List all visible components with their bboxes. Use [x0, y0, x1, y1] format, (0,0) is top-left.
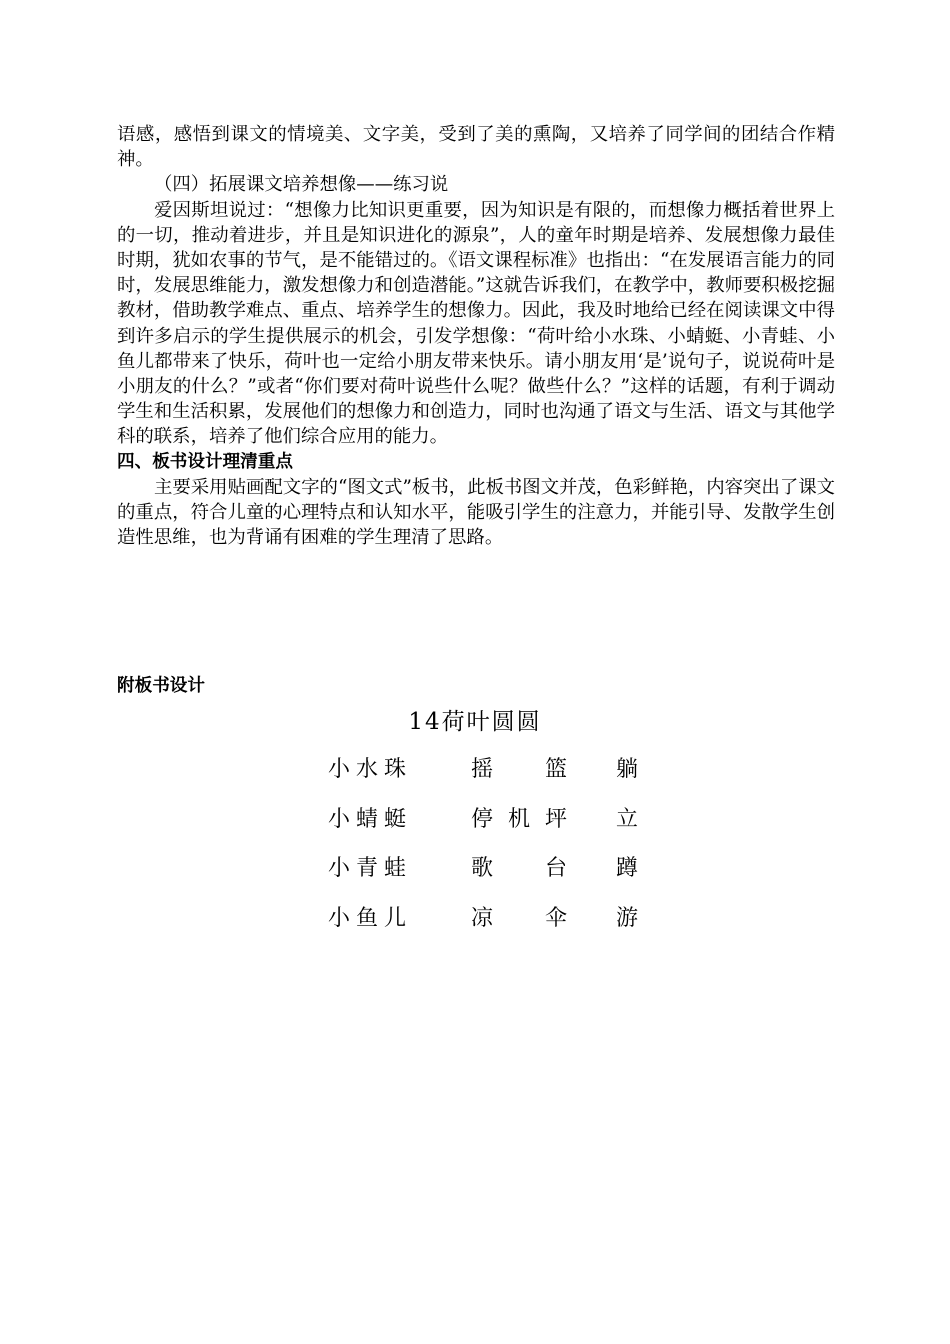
board-cell-how: 躺: [615, 757, 644, 782]
paragraph-continuation: 语感，感悟到课文的情境美、文字美，受到了美的熏陶，又培养了同学间的团结合作精神。: [117, 124, 835, 171]
board-cell-who: 小水珠: [328, 757, 413, 782]
board-cell-who: 小青蛙: [328, 856, 413, 881]
paragraph-imagination: 爱因斯坦说过：“想像力比知识更重要，因为知识是有限的，而想像力概括着世界上的一切，推动着进步，并且是知识进化的源泉”，人的童年时期是培养、发展想像力最佳时期，犹如农事的节气，是不能错过的。《语文课程标准》也指出：“在发展语言能力的同时，发展思维能力，激发想像力和创造潜能。”这就告诉我们，在教学中，教师要积极挖掘教材，借助教学难点、重点、培养学生的想像力。因此，我及时地给已经在阅读课文中得到许多启示的学生提供展示的机会，引发学想像：“荷叶给小水珠、小蜻蜓、小青蛙、小鱼儿都带来了快乐，荷叶也一定给小朋友带来快乐。请小朋友用‘是’说句子，说说荷叶是小朋友的什么？”或者“你们要对荷叶说些什么呢？做些什么？”这样的话题，有利于调动学生和生活积累，发展他们的想像力和创造力，同时也沟通了语文与生活、语文与其他学科的联系，培养了他们综合应用的能力。: [117, 199, 835, 448]
subsection-heading: （四）拓展课文培养想像——练习说: [154, 174, 449, 196]
board-cell-what: 凉伞: [471, 905, 571, 931]
board-title: 14荷叶圆圆: [408, 709, 542, 735]
board-cell-what: 停机坪: [471, 806, 571, 832]
section-heading: 四、板书设计理清重点: [117, 451, 293, 472]
board-cell-who: 小蜻蜓: [328, 806, 413, 832]
board-cell-how: 立: [615, 806, 644, 832]
board-cell-what: 歌台: [471, 856, 571, 881]
appendix-title: 附板书设计: [117, 676, 205, 696]
board-cell-how: 游: [615, 905, 644, 931]
board-cell-what: 摇篮: [471, 757, 571, 782]
board-cell-who: 小鱼儿: [328, 905, 413, 931]
body-text: [117, 122, 835, 550]
board-cell-how: 蹲: [615, 856, 644, 881]
paragraph-board-design: 主要采用贴画配文字的“图文式”板书，此板书图文并茂，色彩鲜艳，内容突出了课文的重点，符合儿童的心理特点和认知水平，能吸引学生的注意力，并能引导、发散学生创造性思维，也为背诵有困难的学生理清了思路。: [117, 476, 835, 549]
